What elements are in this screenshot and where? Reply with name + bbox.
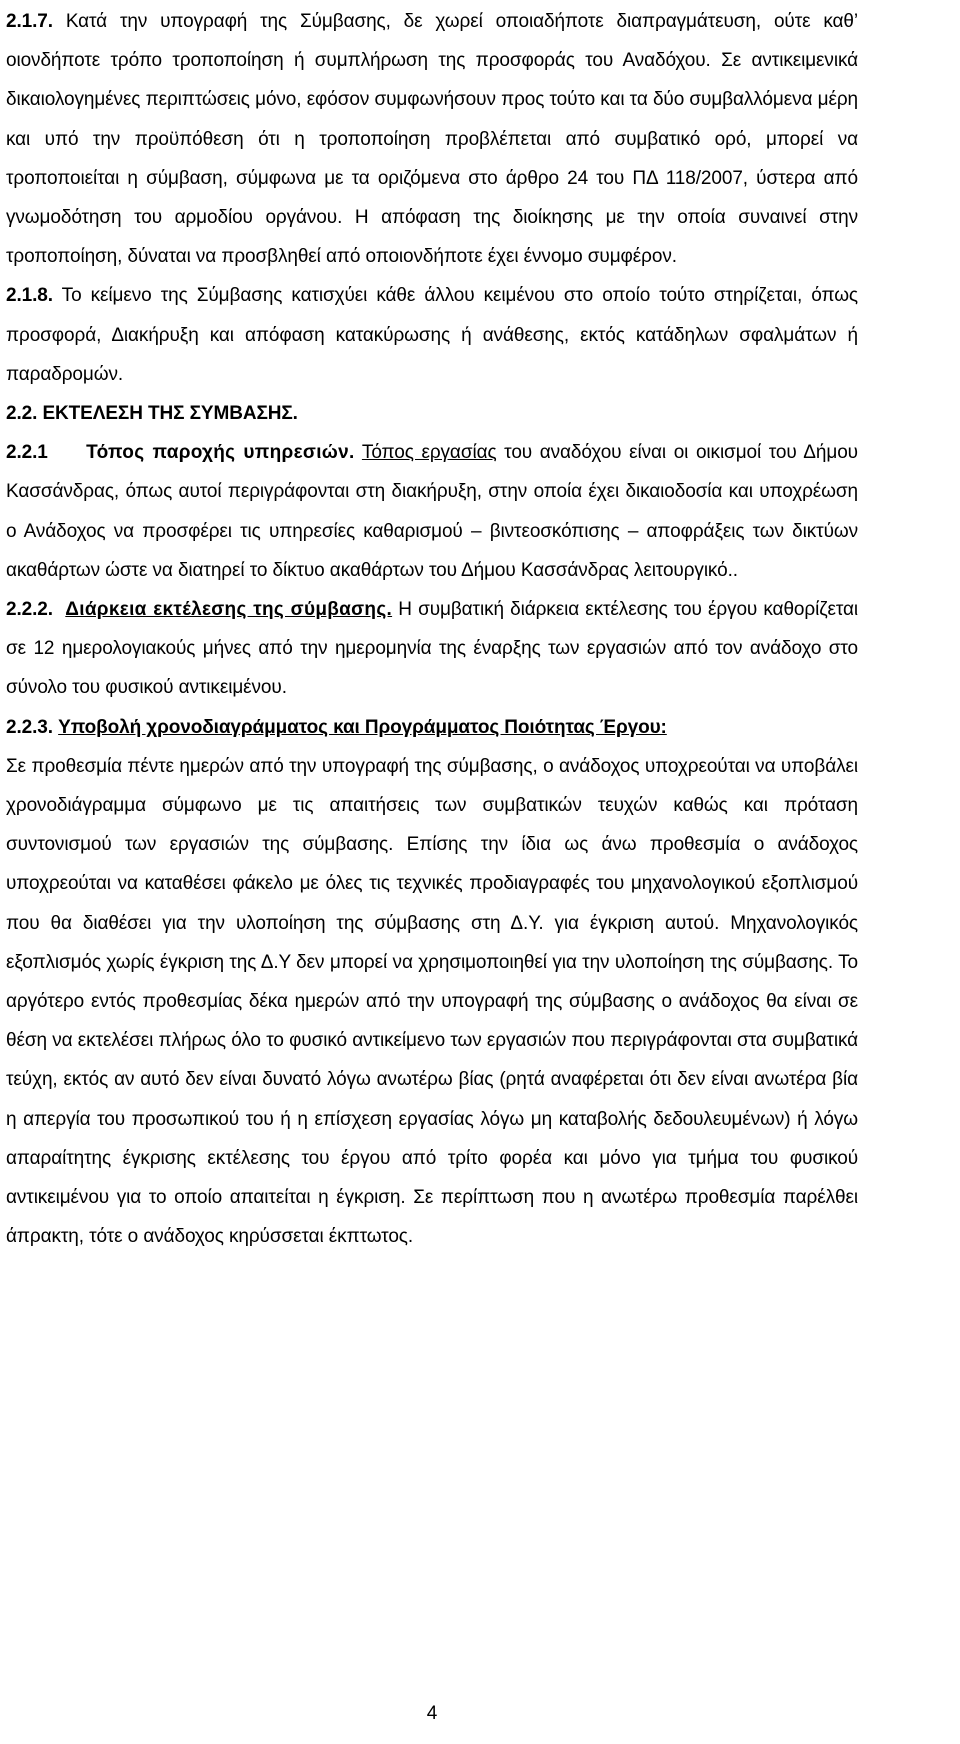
heading-2-2-3 — [6, 708, 858, 747]
section-number: 2.2.3. — [6, 716, 53, 738]
underlined-phrase: Τόπος εργασίας — [361, 442, 497, 464]
document-body — [6, 2, 858, 1257]
paragraph-text: Η συμβατική διάρκεια εκτέλεσης του έργου καθορίζεται σε 12 ημερολογιακούς μήνες από την ημερομηνία της έναρξης των εργασιών από τον ανάδοχο στο σύνολο του φυσικού αντικειμένου. — [6, 599, 858, 699]
section-title: Διάρκεια εκτέλεσης της σύμβασης. — [65, 599, 393, 621]
paragraph-2-1-7 — [6, 2, 858, 276]
page-number: 4 — [426, 1703, 438, 1724]
section-number: 2.1.7. — [6, 11, 53, 32]
paragraph-2-2-3 — [6, 747, 858, 1257]
paragraph-text: του αναδόχου είναι οι οικισμοί του Δήμου Κασσάνδρας, όπως αυτοί περιγράφονται στη διακήρυξη, στην οποία έχει δικαιοδοσία και υποχρέωση ο Ανάδοχος να προσφέρει τις υπηρεσίες καθαρισμού – βιντεοσκόπισης – αποφράξεις των δικτύων ακαθάρτων ώστε να διατηρεί το δίκτυο ακαθάρτων του Δήμου Κασσάνδρας λειτουργικό.. — [6, 442, 858, 581]
section-heading: 2.2. ΕΚΤΕΛΕΣΗ ΤΗΣ ΣΥΜΒΑΣΗΣ. — [6, 403, 298, 425]
section-number: 2.2.1 — [6, 442, 48, 464]
section-title: Υποβολή χρονοδιαγράμματος και Προγράμματος Ποιότητας Έργου: — [58, 716, 667, 738]
paragraph-2-1-8 — [6, 276, 858, 394]
paragraph-text: Σε προθεσμία πέντε ημερών από την υπογραφή της σύμβασης, ο ανάδοχος υποχρεούται να υποβάλει χρονοδιάγραμμα σύμφωνο με τις απαιτήσεις των συμβατικών τευχών καθώς και πρόταση συντονισμού των εργασιών της σύμβασης. Επίσης την ίδια ως άνω προθεσμία ο ανάδοχος υποχρεούται να καταθέσει φάκελο με όλες τις τεχνικές προδιαγραφές του μηχανολογικού εξοπλισμού που θα διαθέσει για την υλοποίηση της σύμβασης στη Δ.Υ. για έγκριση αυτού. Μηχανολογικός εξοπλισμός χωρίς έγκριση της Δ.Υ δεν μπορεί να χρησιμοποιηθεί για την υλοποίηση της σύμβασης. Το αργότερο εντός προθεσμίας δέκα ημερών από την υπογραφή της σύμβασης ο ανάδοχος θα είναι σε θέση να εκτελέσει πλήρως όλο το φυσικό αντικείμενο των εργασιών που περιγράφονται στα συμβατικά τεύχη, εκτός αν αυτό δεν είναι δυνατό λόγω ανωτέρω βίας (ρητά αναφέρεται ότι δεν είναι ανωτέρα βία η απεργία του προσωπικού του ή η επίσχεση εργασίας λόγω μη καταβολής δεδουλευμένων) ή λόγω απαραίτητης έγκρισης εκτέλεσης του έργου από τρίτο φορέα και μόνο για τμήμα του φυσικού αντικειμένου για το οποίο απαιτείται η έγκριση. Σε περίπτωση που η ανωτέρω προθεσμία παρέλθει άπρακτη, τότε ο ανάδοχος κηρύσσεται έκπτωτος. — [6, 755, 858, 1248]
paragraph-text: Κατά την υπογραφή της Σύμβασης, δε χωρεί οποιαδήποτε διαπραγμάτευση, ούτε καθ’ οιονδήποτε τρόπο τροποποίηση ή συμπλήρωση της προσφοράς του Αναδόχου. Σε αντικειμενικά δικαιολογημένες περιπτώσεις μόνο, εφόσον συμφωνήσουν προς τούτο και τα δύο συμβαλλόμενα μέρη και υπό την προϋπόθεση ότι η τροποποίηση προβλέπεται από συμβατικό ορό, μπορεί να τροποποιείται η σύμβαση, σύμφωνα με τα οριζόμενα στο άρθρο 24 του ΠΔ 118/2007, ύστερα από γνωμοδότηση του αρμοδίου οργάνου. Η απόφαση της διοίκησης με την οποία συναινεί στην τροποποίηση, δύναται να προσβληθεί από οποιονδήποτε έχει έννομο συμφέρον. — [6, 11, 858, 268]
section-heading-2-2 — [6, 394, 858, 433]
paragraph-text: Το κείμενο της Σύμβασης κατισχύει κάθε άλλου κειμένου στο οποίο τούτο στηρίζεται, όπως προσφορά, Διακήρυξη και απόφαση κατακύρωσης ή ανάθεσης, εκτός κατάδηλων σφαλμάτων ή παραδρομών. — [6, 285, 858, 385]
section-number: 2.1.8. — [6, 285, 53, 307]
paragraph-2-2-1 — [6, 433, 858, 590]
paragraph-2-2-2 — [6, 590, 858, 708]
section-title: Τόπος παροχής υπηρεσιών. — [86, 442, 355, 464]
section-number: 2.2.2. — [6, 599, 53, 621]
